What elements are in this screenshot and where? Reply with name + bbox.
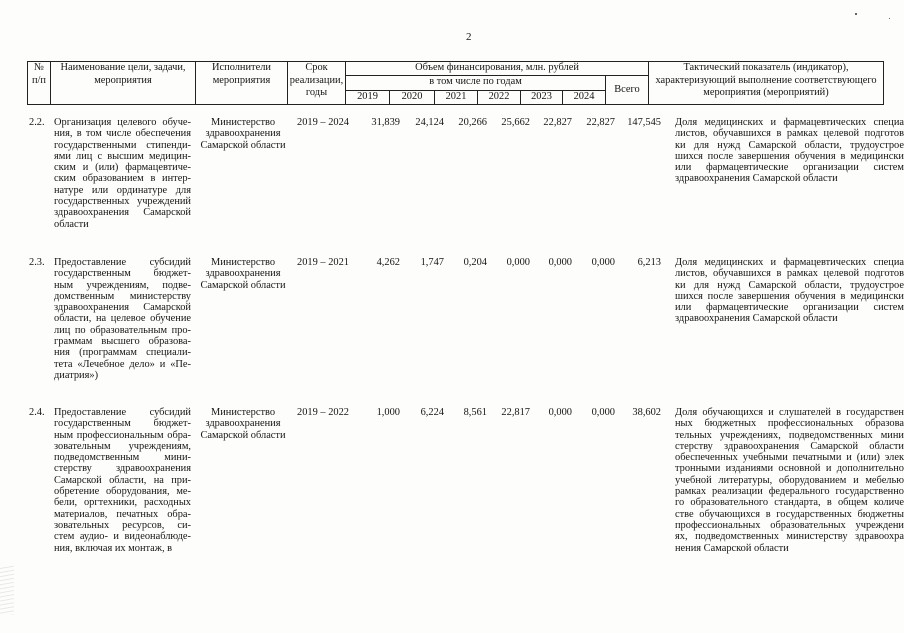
executor-line: Министерство [210,117,276,128]
name-line: обретение оборудования, ме- [54,486,191,498]
indicator-line: здравоохранения Самарской области [675,173,838,185]
row-executors [196,117,290,151]
name-line: зовательных ресурсов, си- [54,519,191,531]
executor-line: Министерство [210,257,276,268]
name-line: государственных учреждений [54,196,191,208]
indicator-line: тронными изданиями основной и дополнительно [675,463,904,475]
funding-value: 25,662 [501,117,530,128]
scan-edge-noise [0,565,14,615]
indicator-line: учебной литературы, оборудованием и мебелью [675,474,904,486]
header-funding: Объем финансирования, млн. рублей [346,62,649,76]
indicator-line: ях, подведомственных министерству здравоохра [675,531,904,543]
name-line: здравоохранения Самарской [54,207,191,219]
indicator-line: обеспеченных учебными печатными и (или) элек [675,452,904,464]
name-line: ями лиц с высшим медицин- [54,150,191,162]
header-name: Наименование цели, задачи, мероприятия [51,62,196,105]
name-line: ным учреждениям, подве- [54,279,191,291]
row-executors [196,257,290,291]
name-line: тета «Лечебное дело» и «Пе- [54,358,191,370]
indicator-line: шихся после завершения обучения в медицински [675,150,904,162]
name-line: области, на целевое обучение [54,313,191,325]
name-line: граммам высшего образова- [54,336,191,348]
funding-total: 6,213 [637,257,661,268]
name-line: государственным бюджет- [54,418,191,430]
name-line: натуре или ординатуре для [54,184,191,196]
indicator-line: профессиональных образовательных учреждени [675,519,904,531]
indicator-line: или фармацевтические организации систем [675,162,904,174]
name-line: стерству здравоохранения [54,463,191,475]
indicator-line: стерству здравоохранения Самарской области [675,440,904,452]
page-number: 2 [466,31,472,43]
funding-value: 31,839 [371,117,400,128]
funding-value: 0,000 [548,257,572,268]
header-indicator: Тактический показатель (индикатор), характеризующий выполнение соответствующего мероприятия (мероприятий) [649,62,884,105]
indicator-line: го образовательного стандарта, в общем количе [675,497,904,509]
name-line: Предоставление субсидий [54,257,191,268]
funding-value: 0,204 [463,257,487,268]
indicator-line: или фармацевтические организации систем [675,302,904,314]
row-number: 2.4. [29,407,45,418]
funding-value: 1,000 [376,407,400,418]
indicator-line: ных бюджетных профессиональных образова [675,418,904,430]
executor-line: Министерство [210,407,276,418]
indicator-line: рамках реализации федерального государственно [675,486,904,498]
header-year: 2022 [478,91,521,105]
row-number: 2.3. [29,257,45,268]
funding-value: 8,561 [463,407,487,418]
indicator-line: листов, обучавшихся в рамках целевой подготов [675,128,904,140]
name-line: бели, оргтехники, расходных [54,497,191,509]
header-year: 2023 [521,91,563,105]
executor-line: здравоохранения [205,128,281,140]
name-line: подведомственным мини- [54,452,191,464]
name-line: государственными стипенди- [54,139,191,151]
name-line: здравоохранения Самарской [54,302,191,314]
funding-value: 0,000 [548,407,572,418]
indicator-line: тельных учреждениях, подведомственных мини [675,429,904,441]
header-year: 2020 [390,91,435,105]
name-line: области [54,218,89,230]
indicator-line: шихся после завершения обучения в медицински [675,290,904,302]
funding-total: 38,602 [632,407,661,418]
name-line: материалов, печатных обра- [54,508,191,520]
name-line: ния (программам специали- [54,347,191,359]
name-line: Предоставление субсидий [54,407,191,418]
funding-value: 22,827 [543,117,572,128]
row-indicator [675,257,904,325]
indicator-line: нения Самарской области [675,542,789,554]
row-term: 2019 – 2021 [297,257,349,268]
funding-total: 147,545 [627,117,661,128]
executor-line: Самарской области [200,429,286,441]
scan-speck [889,18,890,19]
row-indicator [675,117,904,185]
row-term: 2019 – 2024 [297,117,349,128]
name-line: ния, в том числе обеспечения [54,128,191,140]
indicator-line: ки для нужд Самарской области, трудоустрое [675,279,904,291]
name-line: государственным бюджет- [54,268,191,280]
name-line: диатрия») [54,369,99,381]
funding-value: 22,817 [501,407,530,418]
header-term: Срок реализации, годы [288,62,346,105]
name-line: ским образованием в интер- [54,173,191,185]
executor-line: Самарской области [200,139,286,151]
funding-value: 1,747 [420,257,444,268]
executor-line: здравоохранения [205,418,281,430]
indicator-line: листов, обучавшихся в рамках целевой подготов [675,268,904,280]
indicator-line: Доля медицинских и фармацевтических специа [675,257,904,268]
funding-value: 20,266 [458,117,487,128]
row-term: 2019 – 2022 [297,407,349,418]
indicator-line: Доля обучающихся и слушателей в государствен [675,407,904,418]
indicator-line: здравоохранения Самарской области [675,313,838,325]
header-year: 2021 [435,91,478,105]
indicator-line: ки для нужд Самарской области, трудоустрое [675,139,904,151]
funding-value: 0,000 [591,257,615,268]
name-line: зовательным учреждениям, [54,440,191,452]
header-year: 2019 [346,91,390,105]
funding-value: 0,000 [591,407,615,418]
indicator-line: Доля медицинских и фармацевтических специа [675,117,904,128]
header-num: № п/п [28,62,51,105]
table-header [27,61,884,105]
row-executors [196,407,290,441]
funding-value: 6,224 [420,407,444,418]
header-year: 2024 [563,91,606,105]
executor-line: Самарской области [200,279,286,291]
header-including-by-years: в том числе по годам [346,76,606,91]
row-number: 2.2. [29,117,45,128]
name-line: ским и (или) фармацевтиче- [54,162,191,174]
funding-value: 24,124 [415,117,444,128]
scan-speck [855,13,857,15]
funding-value: 4,262 [376,257,400,268]
row-indicator [675,407,904,554]
funding-value: 22,827 [586,117,615,128]
executor-line: здравоохранения [205,268,281,280]
funding-value: 0,000 [506,257,530,268]
name-line: ным профессиональным обра- [54,429,191,441]
name-line: домственным министерству [54,290,191,302]
row-name [54,117,191,230]
name-line: лиц по образовательным про- [54,324,191,336]
name-line: Организация целевого обуче- [54,117,191,128]
row-name [54,407,191,554]
name-line: Самарской области, на при- [54,474,191,486]
row-name [54,257,191,381]
header-total: Всего [606,76,649,105]
name-line: ния, включая их монтаж, в [54,542,173,554]
name-line: стем аудио- и видеонаблюде- [54,531,191,543]
indicator-line: стве обучающихся в государственных бюджетны [675,508,904,520]
header-executors: Исполнители мероприятия [196,62,288,105]
